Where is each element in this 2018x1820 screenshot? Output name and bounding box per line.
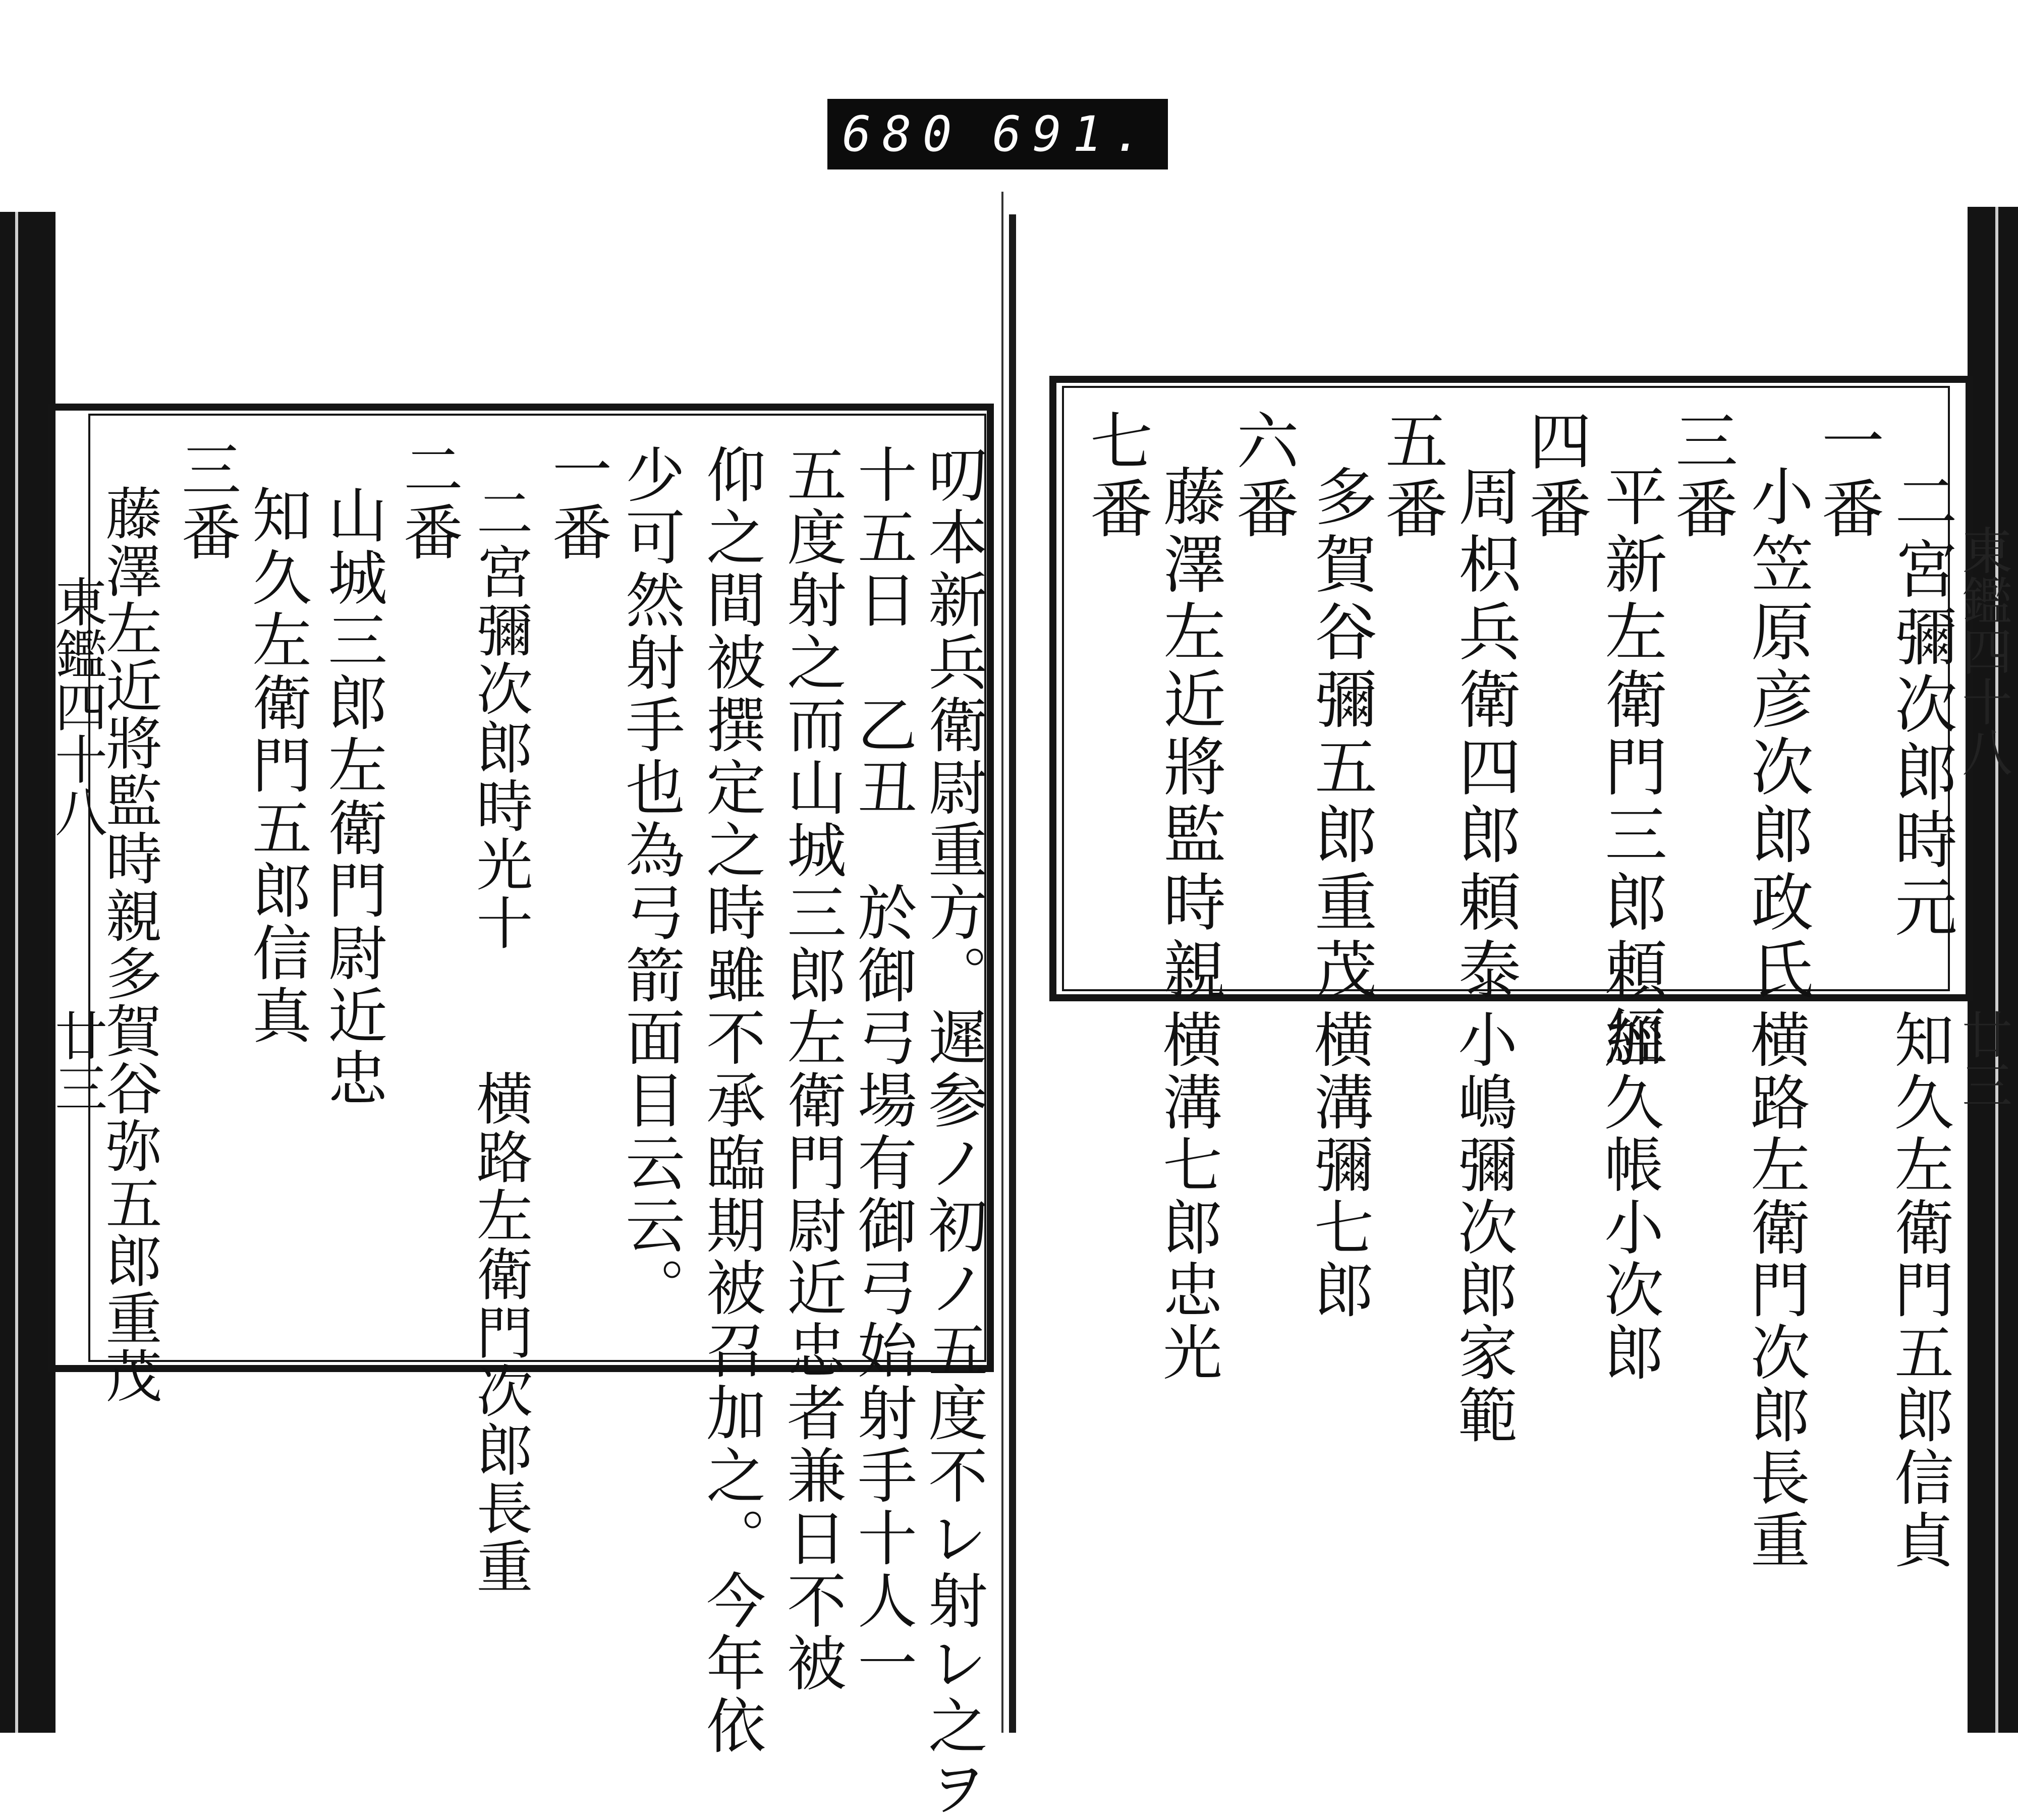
right-bottom-3: 加久帳小次郎 (1594, 1009, 1664, 1384)
page-number-stamp (827, 99, 1168, 169)
stamp-left-number: 680 (842, 106, 963, 162)
right-row-10: 六番 (1226, 409, 1299, 544)
right-row-2: 一番 (1811, 409, 1884, 544)
right-row-1: 二宮彌次郎時元 (1884, 469, 1957, 942)
left-edge-stripe (15, 212, 18, 1733)
left-column-10: 知久左衛門五郎信真 (242, 484, 312, 1047)
right-row-4: 三番 (1665, 409, 1737, 544)
left-column-11: 三番 (172, 439, 241, 564)
right-margin-title: 東鑑四十八 (1953, 525, 2012, 777)
stamp-right-number: 691. (992, 106, 1153, 162)
left-column-12: 藤澤左近將監時親多賀谷弥五郎重茂 (96, 484, 162, 1404)
right-row-3: 小笠原彦次郎政氏 (1741, 464, 1813, 1005)
left-margin-folio: 廿三 (46, 1009, 107, 1114)
left-book-edge (0, 212, 55, 1733)
right-margin-folio: 廿三 (1953, 1009, 2012, 1110)
left-column-2: 十五日 乙丑 於御弓場有御弓始射手十人一 (848, 444, 917, 1695)
page-gutter-line (1001, 192, 1003, 1733)
right-row-12: 七番 (1080, 409, 1152, 544)
book-spine (1009, 214, 1016, 1733)
right-row-8: 五番 (1375, 409, 1447, 544)
right-bottom-6: 横溝七郎忠光 (1153, 1009, 1222, 1384)
left-column-3: 五度射之而山城三郎左衛門尉近忠者兼日不被 (777, 444, 847, 1695)
left-column-7: 二宮彌次郎時光十 横路左衛門次郎長重 (467, 484, 533, 1596)
right-bottom-1: 知久左衛門五郎信貞 (1884, 1009, 1954, 1572)
left-margin-title: 東鑑四十八 (46, 575, 107, 837)
right-bottom-5: 横溝彌七郎 (1304, 1009, 1374, 1322)
right-bottom-4: 小嶋彌次郎家範 (1448, 1009, 1518, 1447)
right-edge-stripe (1995, 207, 1998, 1733)
right-row-7: 周枳兵衛四郎頼泰 (1448, 464, 1521, 1005)
left-column-5: 少可然射手也為弓箭面目云云。 (615, 444, 685, 1320)
right-row-6: 四番 (1519, 409, 1591, 544)
right-row-9: 多賀谷彌五郎重茂 (1304, 464, 1377, 1005)
left-column-6: 一番 (542, 439, 612, 564)
right-book-edge (1968, 207, 2018, 1733)
left-column-1: 叨本新兵衛尉重方。遲参ノ初ノ五度不レ射レ之ヲ (918, 444, 988, 1820)
right-bottom-2: 横路左衛門次郎長重 (1741, 1009, 1810, 1572)
right-row-5: 平新左衛門三郎頼經 (1594, 464, 1667, 1072)
right-row-11: 藤澤左近將監時親 (1153, 464, 1225, 1005)
left-column-9: 山城三郎左衛門尉近忠 (318, 484, 387, 1110)
left-column-8: 二番 (394, 439, 463, 564)
left-column-4: 仰之間被撰定之時雖不承臨期被召加之。今年依 (696, 444, 766, 1757)
